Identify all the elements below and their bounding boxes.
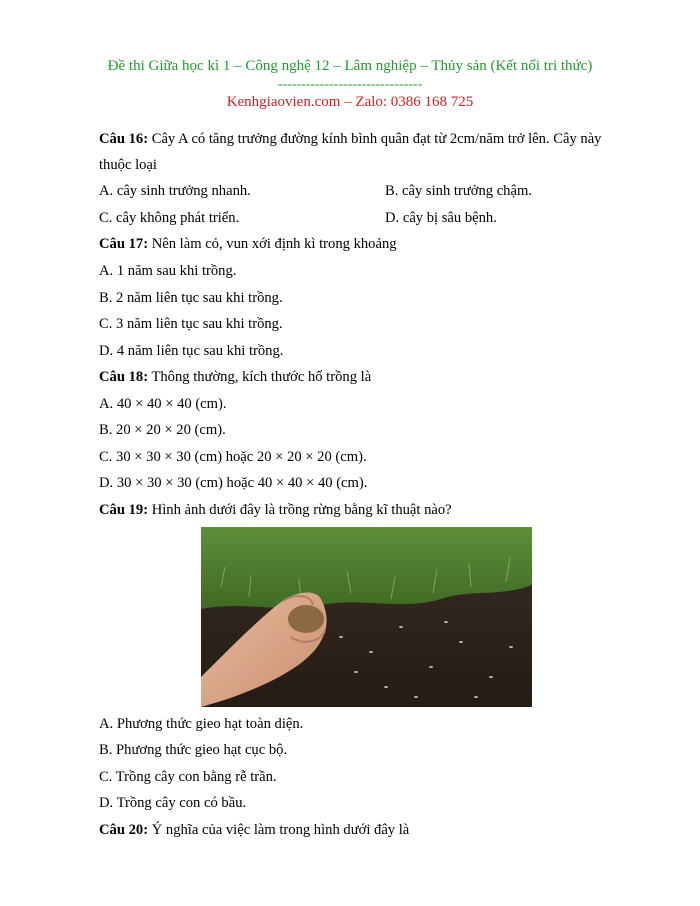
question-16-continued: thuộc loại bbox=[99, 157, 157, 173]
option-b: B. 2 năm liên tục sau khi trồng. bbox=[99, 290, 283, 306]
option-b: B. cây sinh trưởng chậm. bbox=[385, 183, 532, 199]
option-a: A. Phương thức gieo hạt toàn diện. bbox=[99, 716, 304, 732]
question-text: Nên làm cỏ, vun xới định kì trong khoảng bbox=[148, 236, 397, 252]
option-a: A. 1 năm sau khi trồng. bbox=[99, 263, 237, 279]
option-d: D. cây bị sâu bệnh. bbox=[385, 210, 497, 226]
document-title: Đề thi Giữa học kì 1 – Công nghệ 12 – Lâm nghiệp – Thủy sản (Kết nối tri thức) bbox=[107, 58, 593, 74]
question-text: Hình ảnh dưới đây là trồng rừng bằng kĩ thuật nào? bbox=[148, 502, 452, 518]
question-16 bbox=[99, 130, 601, 148]
site-contact: Kenhgiaovien.com – Zalo: 0386 168 725 bbox=[226, 94, 474, 110]
question-number: Câu 16: bbox=[99, 131, 149, 147]
question-text: Cây A có tăng trưởng đường kính bình quân đạt từ 2cm/năm trở lên. Cây này bbox=[148, 131, 602, 147]
option-a: A. 40 × 40 × 40 (cm). bbox=[99, 396, 227, 412]
question-17 bbox=[99, 235, 397, 253]
question-number: Câu 20: bbox=[99, 822, 149, 838]
option-a: A. cây sinh trưởng nhanh. bbox=[99, 183, 251, 199]
question-number: Câu 17: bbox=[99, 236, 149, 252]
option-d: D. Trồng cây con có bầu. bbox=[99, 795, 247, 811]
question-number: Câu 19: bbox=[99, 502, 149, 518]
option-b: B. Phương thức gieo hạt cục bộ. bbox=[99, 742, 288, 758]
question-text: Thông thường, kích thước hố trồng là bbox=[148, 369, 372, 385]
seed-sowing-photo bbox=[201, 527, 532, 707]
question-19 bbox=[99, 501, 452, 519]
option-c: C. 30 × 30 × 30 (cm) hoặc 20 × 20 × 20 (cm). bbox=[99, 449, 367, 465]
option-b: B. 20 × 20 × 20 (cm). bbox=[99, 422, 226, 438]
header-divider: ------------------------------- bbox=[277, 77, 423, 92]
option-c: C. Trồng cây con bằng rễ trần. bbox=[99, 769, 277, 785]
option-c: C. 3 năm liên tục sau khi trồng. bbox=[99, 316, 283, 332]
option-c: C. cây không phát triển. bbox=[99, 210, 240, 226]
option-d: D. 4 năm liên tục sau khi trồng. bbox=[99, 343, 284, 359]
question-20 bbox=[99, 821, 409, 839]
question-text: Ý nghĩa của việc làm trong hình dưới đây là bbox=[148, 822, 410, 838]
question-number: Câu 18: bbox=[99, 369, 149, 385]
option-d: D. 30 × 30 × 30 (cm) hoặc 40 × 40 × 40 (cm). bbox=[99, 475, 368, 491]
question-18 bbox=[99, 368, 371, 386]
